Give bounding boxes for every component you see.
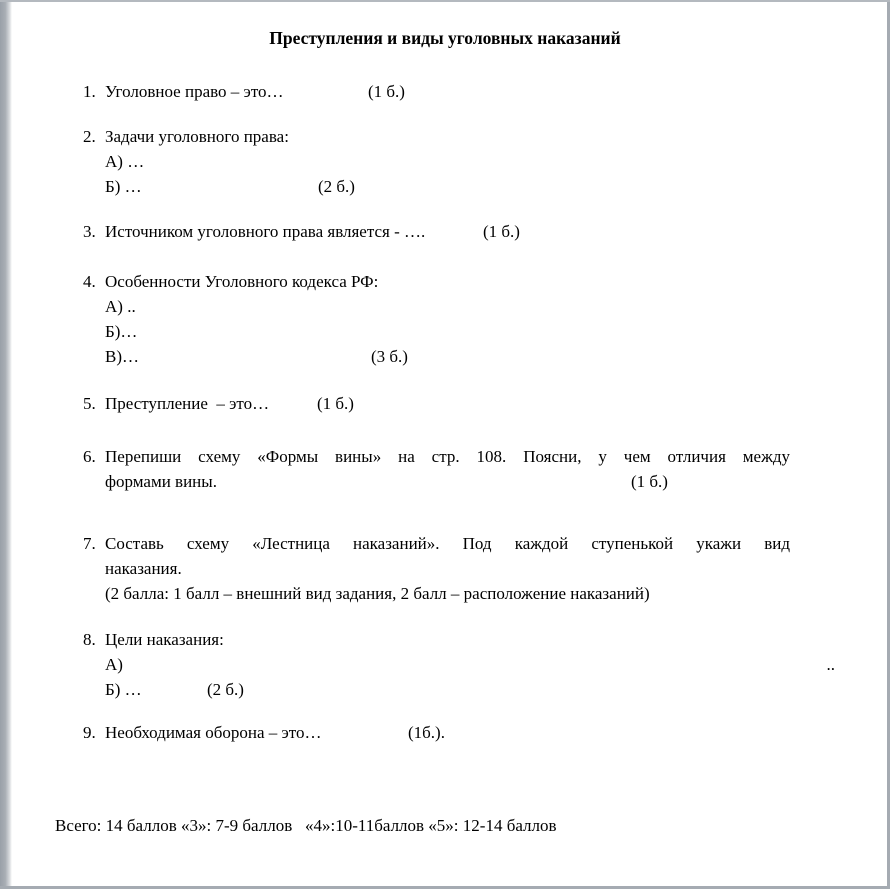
question-text: Необходимая оборона – это…	[105, 723, 322, 742]
score-label: (1 б.)	[631, 472, 668, 491]
question-line	[105, 269, 890, 294]
sub-item	[105, 149, 890, 174]
page-edge-top	[0, 0, 890, 2]
question-line	[105, 79, 890, 104]
question-line	[105, 219, 890, 244]
question-number: 8.	[83, 630, 96, 649]
question-line	[105, 124, 890, 149]
question-line: Составь схему «Лестница наказаний». Под каждой ступенькой укажи вид	[105, 534, 790, 553]
question-number: 5.	[83, 394, 96, 413]
scoring-note: (2 балла: 1 балл – внешний вид задания, 2 балл – расположение наказаний)	[105, 584, 650, 603]
question-item-2	[83, 124, 890, 199]
question-text: Особенности Уголовного кодекса РФ:	[105, 272, 379, 291]
question-body	[105, 269, 890, 369]
question-body	[105, 391, 890, 416]
question-body	[105, 531, 890, 606]
question-number: 6.	[83, 447, 96, 466]
question-number: 3.	[83, 222, 96, 241]
question-item-7	[83, 531, 890, 606]
sub-item-text: Б) …	[105, 680, 142, 699]
question-body	[105, 219, 890, 244]
question-number: 4.	[83, 272, 96, 291]
sub-item	[105, 677, 890, 702]
question-item-4	[83, 269, 890, 369]
question-number: 7.	[83, 534, 96, 553]
sub-item-text: Б)…	[105, 322, 138, 341]
question-line	[105, 627, 890, 652]
score-label: (3 б.)	[371, 347, 408, 366]
question-line: наказания.	[105, 559, 182, 578]
score-label: (2 б.)	[207, 680, 244, 699]
page-edge-left	[0, 2, 12, 886]
question-line	[105, 469, 890, 494]
question-text: Преступление – это…	[105, 394, 270, 413]
question-text: Уголовное право – это…	[105, 82, 284, 101]
question-number: 2.	[83, 127, 96, 146]
document-title: Преступления и виды уголовных наказаний	[269, 28, 621, 48]
sub-item-text: В)…	[105, 347, 139, 366]
question-line	[105, 720, 890, 745]
question-item-1	[83, 79, 890, 104]
score-label: (1б.).	[408, 723, 445, 742]
score-label: (1 б.)	[483, 222, 520, 241]
question-text: Задачи уголовного права:	[105, 127, 289, 146]
question-text: Источником уголовного права является - ….	[105, 222, 426, 241]
question-item-6	[83, 444, 890, 494]
question-body	[105, 627, 890, 702]
question-item-3	[83, 219, 890, 244]
question-list	[0, 79, 890, 745]
question-item-5	[83, 391, 890, 416]
sub-item	[105, 174, 890, 199]
question-body	[105, 79, 890, 104]
question-line	[105, 391, 890, 416]
question-line: Перепиши схему «Формы вины» на стр. 108. Поясни, у чем отличия между	[105, 447, 790, 466]
sub-item	[105, 652, 835, 677]
question-number: 9.	[83, 723, 96, 742]
sub-item-dots: ..	[826, 655, 835, 674]
score-label: (2 б.)	[318, 177, 355, 196]
question-body	[105, 720, 890, 745]
question-item-9	[83, 720, 890, 745]
sub-item-text: А) …	[105, 152, 145, 171]
sub-item-text: Б) …	[105, 177, 142, 196]
question-text: формами вины.	[105, 472, 217, 491]
score-label: (1 б.)	[317, 394, 354, 413]
question-number: 1.	[83, 82, 96, 101]
sub-item-text: А) ..	[105, 297, 136, 316]
question-item-8	[83, 627, 890, 702]
sub-item	[105, 344, 890, 369]
sub-item	[105, 294, 890, 319]
question-body	[105, 124, 890, 199]
question-text: Цели наказания:	[105, 630, 224, 649]
grading-scale: Всего: 14 баллов «3»: 7-9 баллов «4»:10-11баллов «5»: 12-14 баллов	[55, 816, 557, 835]
sub-item-text: А)	[105, 655, 123, 674]
question-body	[105, 444, 890, 494]
sub-item	[105, 319, 890, 344]
score-label: (1 б.)	[368, 82, 405, 101]
